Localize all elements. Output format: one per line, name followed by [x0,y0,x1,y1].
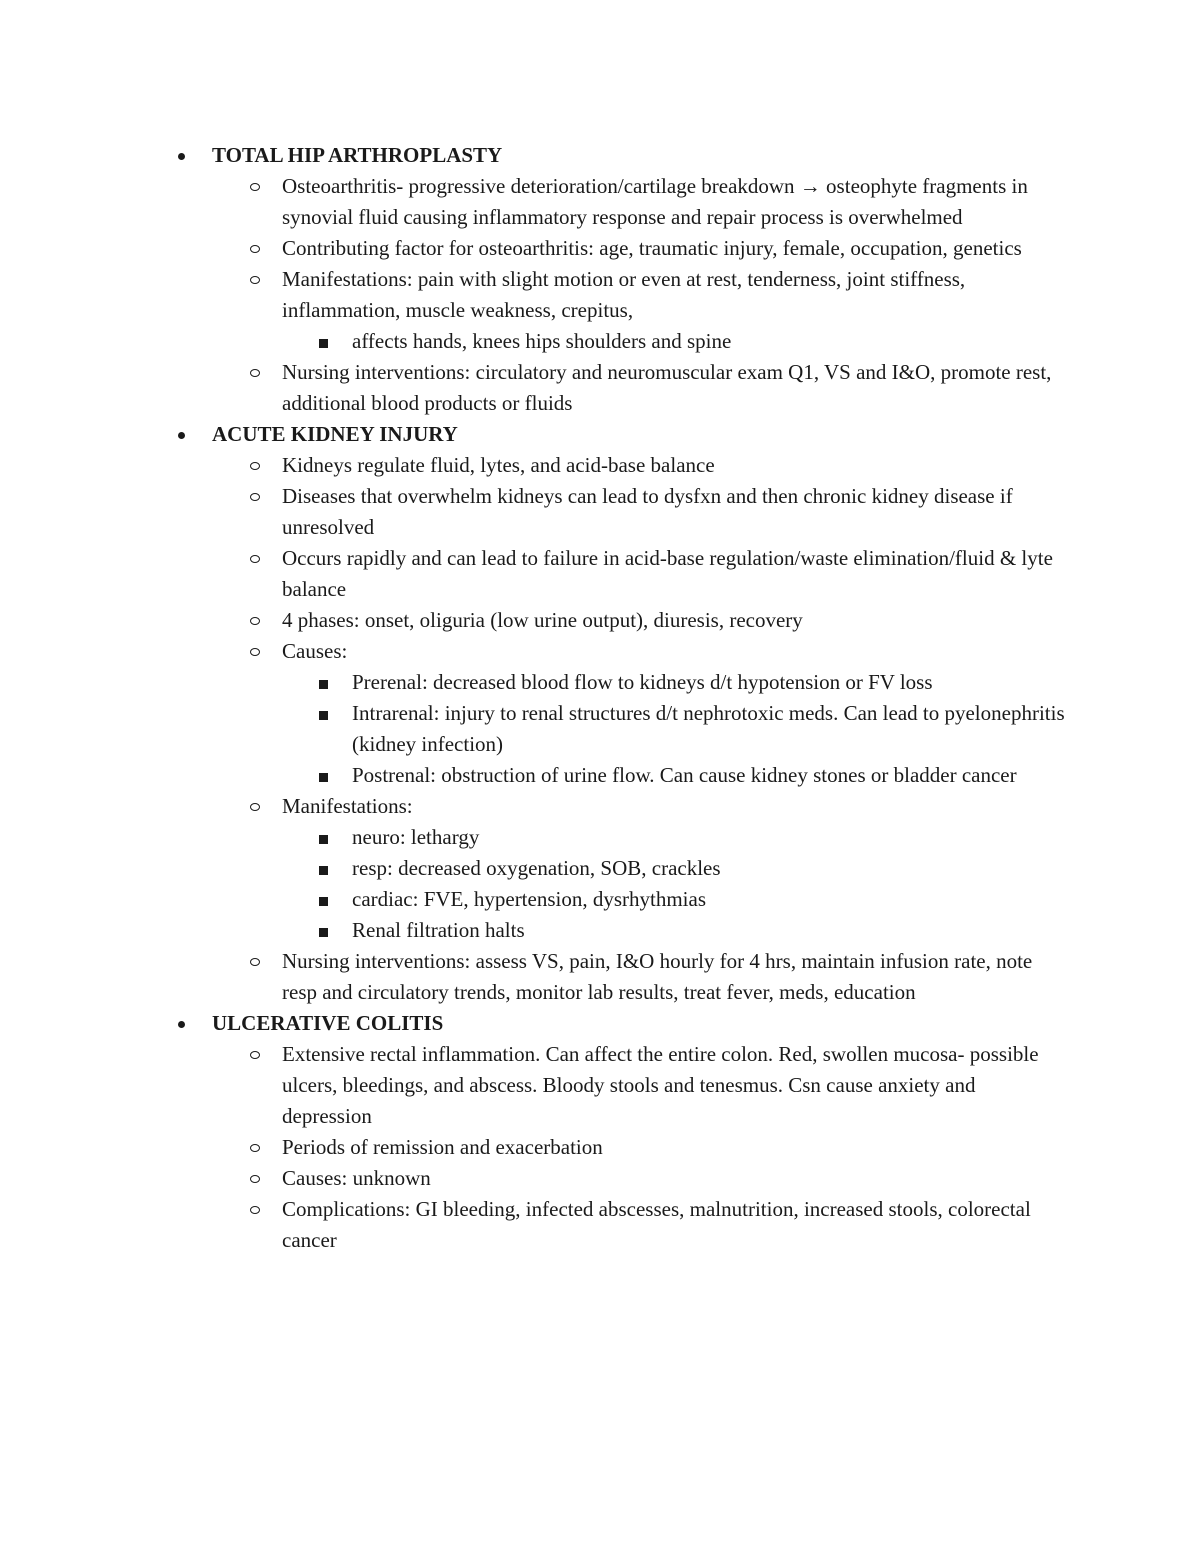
hollow-circle-bullet-icon [250,543,264,574]
list-item [175,357,1065,419]
sub-list-item [175,822,1065,853]
section-heading [175,419,1065,450]
item-text: Occurs rapidly and can lead to failure in acid-base regulation/waste elimination/fluid & lyte balance [282,546,1053,601]
section-ulcerative-colitis [175,1008,1065,1256]
hollow-circle-bullet-icon [250,171,264,202]
list-item [175,171,1065,233]
notes-body [175,140,1065,1256]
sub-list-item [175,884,1065,915]
square-bullet-icon [319,760,331,791]
list-item [175,543,1065,605]
hollow-circle-bullet-icon [250,605,264,636]
item-text: Causes: unknown [282,1166,431,1190]
item-text: Manifestations: pain with slight motion or even at rest, tenderness, joint stiffness, inflammation, muscle weakness, crepitus, [282,267,966,322]
item-text: Kidneys regulate fluid, lytes, and acid-base balance [282,453,715,477]
section-total-hip-arthroplasty [175,140,1065,419]
heading-text: ULCERATIVE COLITIS [212,1011,444,1035]
hollow-circle-bullet-icon [250,264,264,295]
section-heading [175,1008,1065,1039]
list-item [175,450,1065,481]
sub-list-item [175,853,1065,884]
sub-list-item [175,326,1065,357]
subitem-text: affects hands, knees hips shoulders and spine [352,329,732,353]
hollow-circle-bullet-icon [250,946,264,977]
list-item [175,264,1065,326]
hollow-circle-bullet-icon [250,233,264,264]
list-item [175,791,1065,822]
hollow-circle-bullet-icon [250,450,264,481]
list-item [175,1132,1065,1163]
hollow-circle-bullet-icon [250,481,264,512]
square-bullet-icon [319,667,331,698]
hollow-circle-bullet-icon [250,636,264,667]
item-text: Extensive rectal inflammation. Can affect the entire colon. Red, swollen mucosa- possible ulcers, bleedings, and abscess. Bloody stools and tenesmus. Csn cause anxiety and depression [282,1042,1039,1128]
list-item [175,636,1065,667]
square-bullet-icon [319,915,331,946]
item-text: Nursing interventions: circulatory and neuromuscular exam Q1, VS and I&O, promote rest, additional blood products or fluids [282,360,1052,415]
square-bullet-icon [319,326,331,357]
list-item [175,1194,1065,1256]
item-text: Manifestations: [282,794,413,818]
list-item [175,946,1065,1008]
section-acute-kidney-injury [175,419,1065,1008]
subitem-text: Renal filtration halts [352,918,525,942]
filled-circle-bullet-icon [178,1008,188,1039]
list-item [175,481,1065,543]
hollow-circle-bullet-icon [250,1163,264,1194]
hollow-circle-bullet-icon [250,1132,264,1163]
square-bullet-icon [319,884,331,915]
item-text: Causes: [282,639,348,663]
sub-list-item [175,667,1065,698]
subitem-text: Prerenal: decreased blood flow to kidneys d/t hypotension or FV loss [352,670,933,694]
item-text: Diseases that overwhelm kidneys can lead to dysfxn and then chronic kidney disease if unresolved [282,484,1013,539]
item-text: Nursing interventions: assess VS, pain, I&O hourly for 4 hrs, maintain infusion rate, note resp and circulatory trends, monitor lab results, treat fever, meds, education [282,949,1033,1004]
item-text: Contributing factor for osteoarthritis: age, traumatic injury, female, occupation, genetics [282,236,1022,260]
list-item [175,1039,1065,1132]
subitem-text: cardiac: FVE, hypertension, dysrhythmias [352,887,707,911]
hollow-circle-bullet-icon [250,357,264,388]
hollow-circle-bullet-icon [250,1194,264,1225]
hollow-circle-bullet-icon [250,791,264,822]
sub-list-item [175,760,1065,791]
list-item [175,1163,1065,1194]
item-text: Complications: GI bleeding, infected abscesses, malnutrition, increased stools, colorectal cancer [282,1197,1031,1252]
item-text: Periods of remission and exacerbation [282,1135,603,1159]
section-heading [175,140,1065,171]
sub-list-item [175,698,1065,760]
item-text: 4 phases: onset, oliguria (low urine output), diuresis, recovery [282,608,803,632]
subitem-text: resp: decreased oxygenation, SOB, crackles [352,856,721,880]
list-item [175,605,1065,636]
square-bullet-icon [319,822,331,853]
subitem-text: Postrenal: obstruction of urine flow. Can cause kidney stones or bladder cancer [352,763,1017,787]
square-bullet-icon [319,853,331,884]
heading-text: TOTAL HIP ARTHROPLASTY [212,143,503,167]
filled-circle-bullet-icon [178,419,188,450]
subitem-text: Intrarenal: injury to renal structures d/t nephrotoxic meds. Can lead to pyelonephritis (kidney infection) [352,701,1065,756]
sub-list-item [175,915,1065,946]
filled-circle-bullet-icon [178,140,188,171]
list-item [175,233,1065,264]
hollow-circle-bullet-icon [250,1039,264,1070]
subitem-text: neuro: lethargy [352,825,480,849]
heading-text: ACUTE KIDNEY INJURY [212,422,458,446]
square-bullet-icon [319,698,331,729]
item-text: Osteoarthritis- progressive deterioration/cartilage breakdown → osteophyte fragments in synovial fluid causing inflammatory response and repair process is overwhelmed [282,174,1028,229]
